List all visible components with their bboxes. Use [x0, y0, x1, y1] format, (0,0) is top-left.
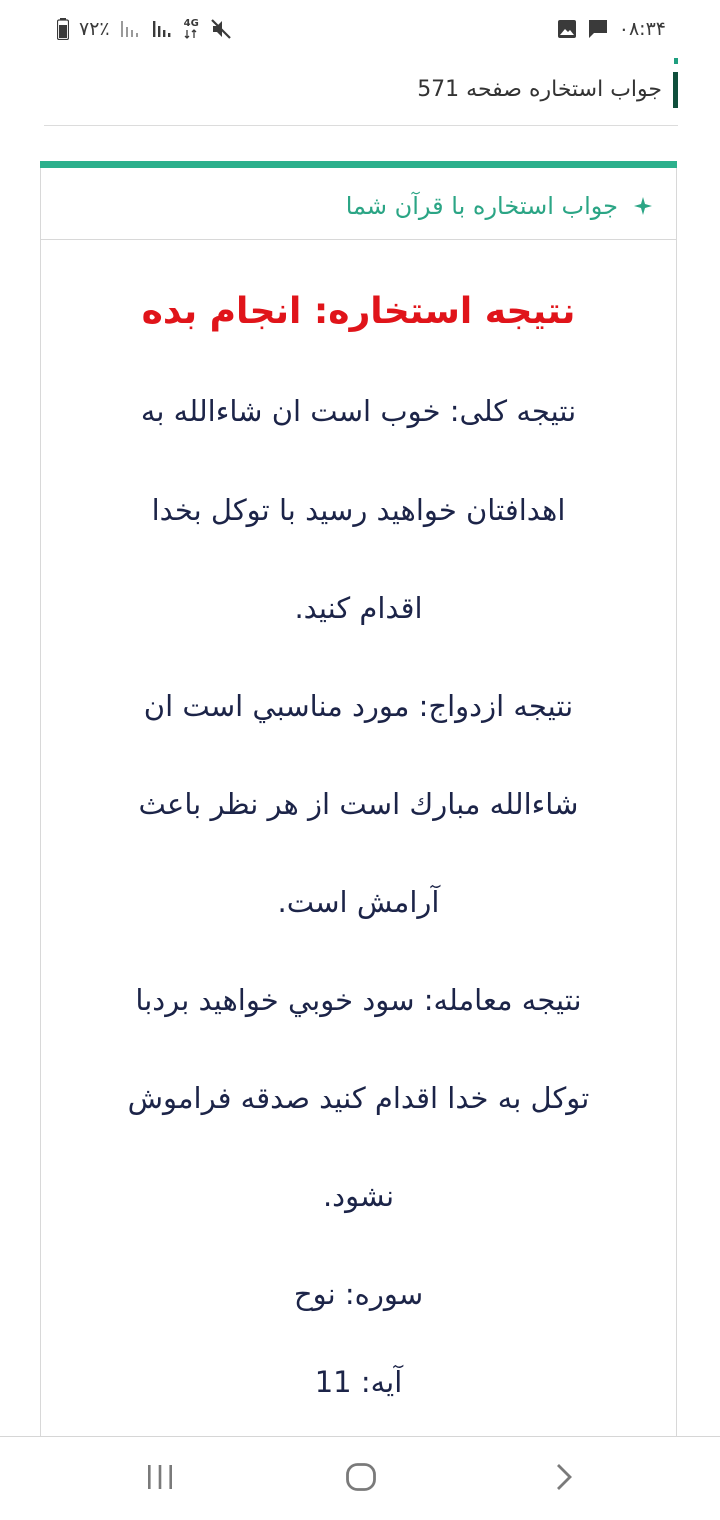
- message-icon: [587, 18, 609, 40]
- surah-line: سوره: نوح: [293, 1277, 424, 1311]
- result-line: نتیجه ازدواج: مورد مناسبي است ان: [143, 689, 574, 723]
- card-top-border: [40, 161, 677, 168]
- result-card: [40, 161, 677, 1451]
- photo-icon: [557, 19, 577, 39]
- sparkle-icon: [634, 197, 652, 215]
- result-line: اقدام کنید.: [294, 591, 423, 625]
- battery-icon: [57, 18, 69, 40]
- page-title-row: [44, 58, 678, 126]
- network-type: 4G: [183, 18, 199, 29]
- recent-apps-icon: [145, 1464, 175, 1494]
- result-line: آرامش است.: [277, 885, 440, 919]
- result-line: توكل به خدا اقدام کنید صدقه فراموش: [127, 1081, 590, 1115]
- back-icon: [554, 1462, 574, 1496]
- navigation-bar: [0, 1436, 720, 1520]
- title-accent-dot: [674, 58, 678, 64]
- home-button[interactable]: [331, 1457, 391, 1501]
- status-left: [57, 14, 233, 44]
- status-bar: [0, 0, 720, 58]
- card-header-title: جواب استخاره با قرآن شما: [345, 192, 618, 220]
- result-line: نتیجه کلی: خوب است ان شاءالله به: [140, 394, 577, 428]
- result-line: نتیجه معامله: سود خوبي خواهيد بردبا: [135, 983, 582, 1017]
- page-title: جواب استخاره صفحه 571: [417, 77, 662, 102]
- result-line: شاءالله مبارك است از هر نظر باعث: [138, 787, 579, 821]
- home-icon: [345, 1462, 377, 1496]
- card-header: [41, 168, 676, 240]
- clock: ۰۸:۳۴: [618, 18, 666, 40]
- mute-icon: [209, 17, 233, 41]
- result-title: نتیجه استخاره: انجام بده: [141, 291, 576, 332]
- ayah-line: آیه: 11: [314, 1365, 403, 1399]
- signal-icon: [120, 19, 142, 39]
- result-line: نشود.: [322, 1179, 395, 1213]
- data-icon: [184, 19, 199, 39]
- status-right: [557, 14, 666, 44]
- recent-apps-button[interactable]: [130, 1457, 190, 1501]
- result-line: اهدافتان خواهید رسید با توکل بخدا: [151, 493, 566, 527]
- signal-icon: [152, 19, 174, 39]
- battery-percent: ۷۲٪: [79, 18, 110, 40]
- title-accent-bar: [673, 72, 678, 108]
- back-button[interactable]: [534, 1457, 594, 1501]
